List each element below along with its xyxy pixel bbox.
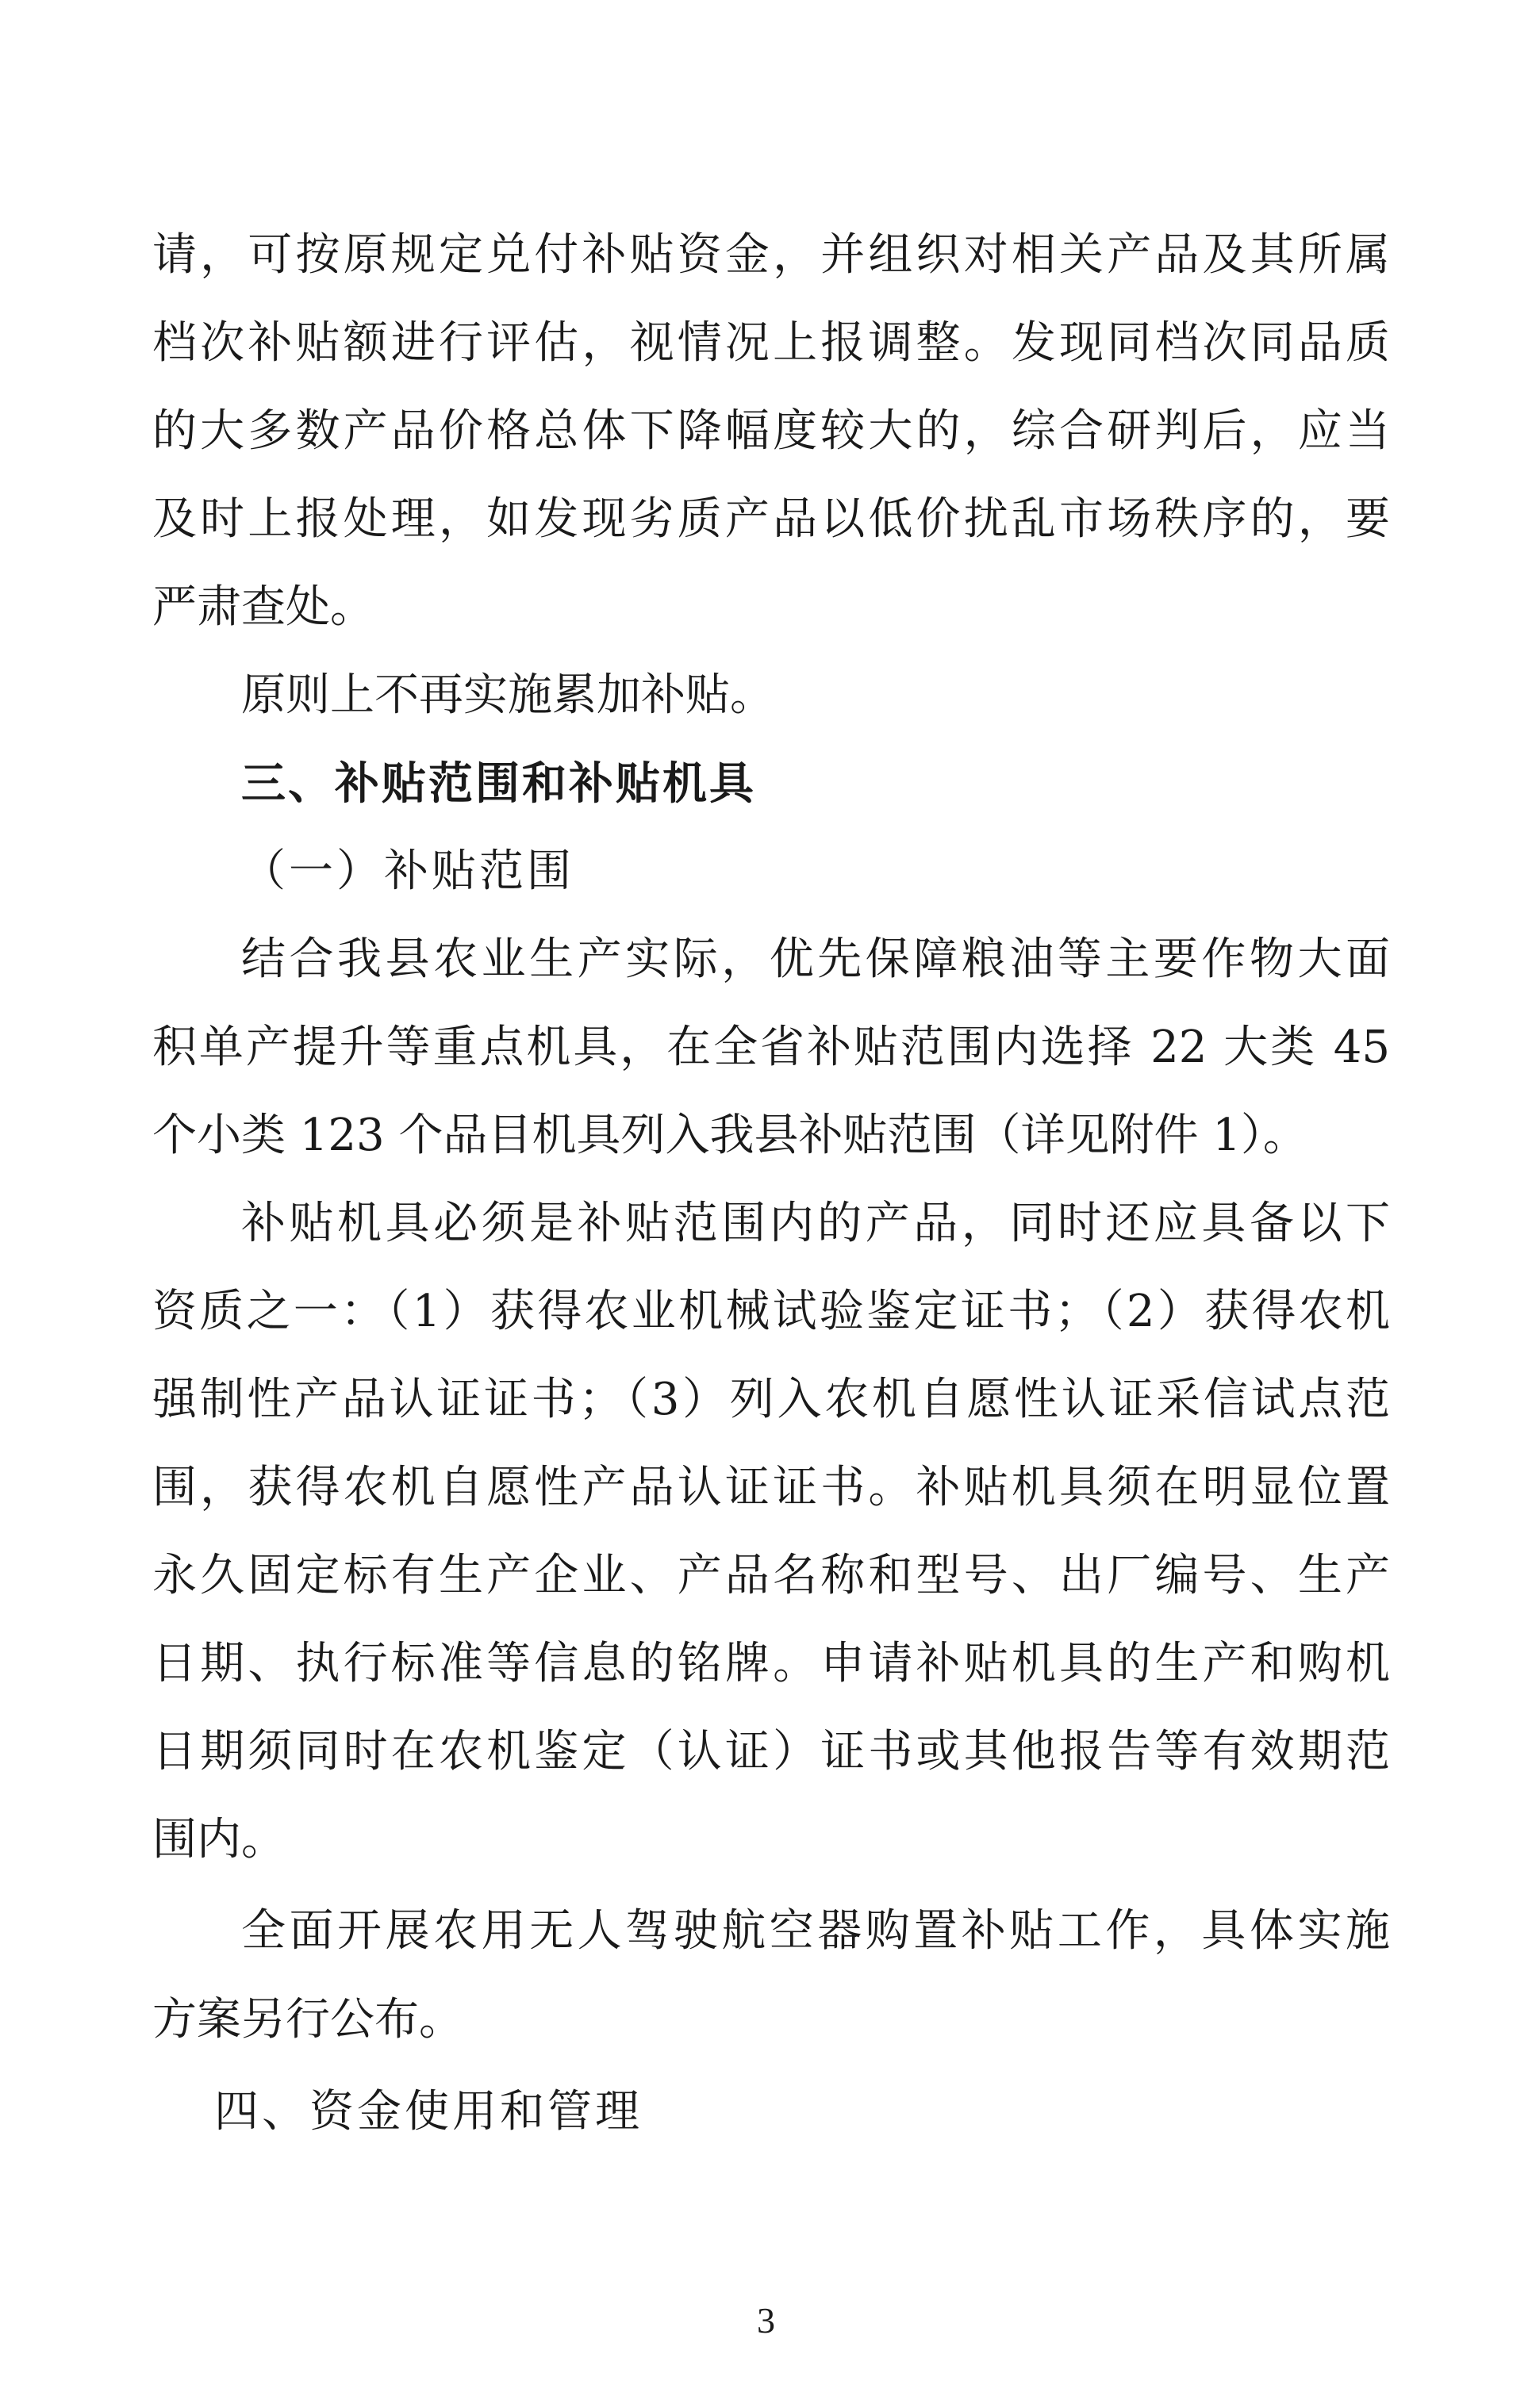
paragraph-line: 资质之一：（1）获得农业机械试验鉴定证书；（2）获得农机 (152, 1286, 1390, 1337)
paragraph-line: 请，可按原规定兑付补贴资金，并组织对相关产品及其所属 (152, 229, 1390, 281)
paragraph-line: 日期、执行标准等信息的铭牌。申请补贴机具的生产和购机 (152, 1638, 1390, 1689)
paragraph-line: 围内。 (152, 1814, 286, 1865)
paragraph-line: 全面开展农用无人驾驶航空器购置补贴工作，具体实施 (241, 1905, 1390, 1957)
page-number: 3 (757, 2300, 775, 2341)
paragraph-line: 强制性产品认证证书；（3）列入农机自愿性认证采信试点范 (152, 1374, 1390, 1425)
paragraph-line: 严肃查处。 (152, 581, 374, 633)
paragraph-line: 个小类 123 个品目机具列入我县补贴范围（详见附件 1）。 (152, 1110, 1307, 1161)
paragraph-line: 档次补贴额进行评估，视情况上报调整。发现同档次同品质 (152, 317, 1390, 369)
paragraph-line: 积单产提升等重点机具，在全省补贴范围内选择 22 大类 45 (152, 1022, 1390, 1073)
paragraph-line: 围，获得农机自愿性产品认证证书。补贴机具须在明显位置 (152, 1462, 1390, 1513)
paragraph-line: 日期须同时在农机鉴定（认证）证书或其他报告等有效期范 (152, 1726, 1390, 1777)
paragraph-line: 补贴机具必须是补贴范围内的产品，同时还应具备以下 (241, 1198, 1390, 1249)
paragraph-line: 方案另行公布。 (152, 1994, 463, 2046)
paragraph-line: 原则上不再实施累加补贴。 (241, 669, 774, 721)
paragraph-line: 的大多数产品价格总体下降幅度较大的，综合研判后，应当 (152, 405, 1390, 457)
section-heading: 三、补贴范围和补贴机具 (241, 757, 756, 810)
paragraph-line: 及时上报处理，如发现劣质产品以低价扰乱市场秩序的，要 (152, 493, 1390, 545)
paragraph-line: 结合我县农业生产实际，优先保障粮油等主要作物大面 (241, 934, 1390, 985)
section-heading: 四、资金使用和管理 (214, 2086, 643, 2138)
paragraph-line: 永久固定标有生产企业、产品名称和型号、出厂编号、生产 (152, 1550, 1390, 1601)
subsection-heading: （一）补贴范围 (241, 845, 574, 897)
